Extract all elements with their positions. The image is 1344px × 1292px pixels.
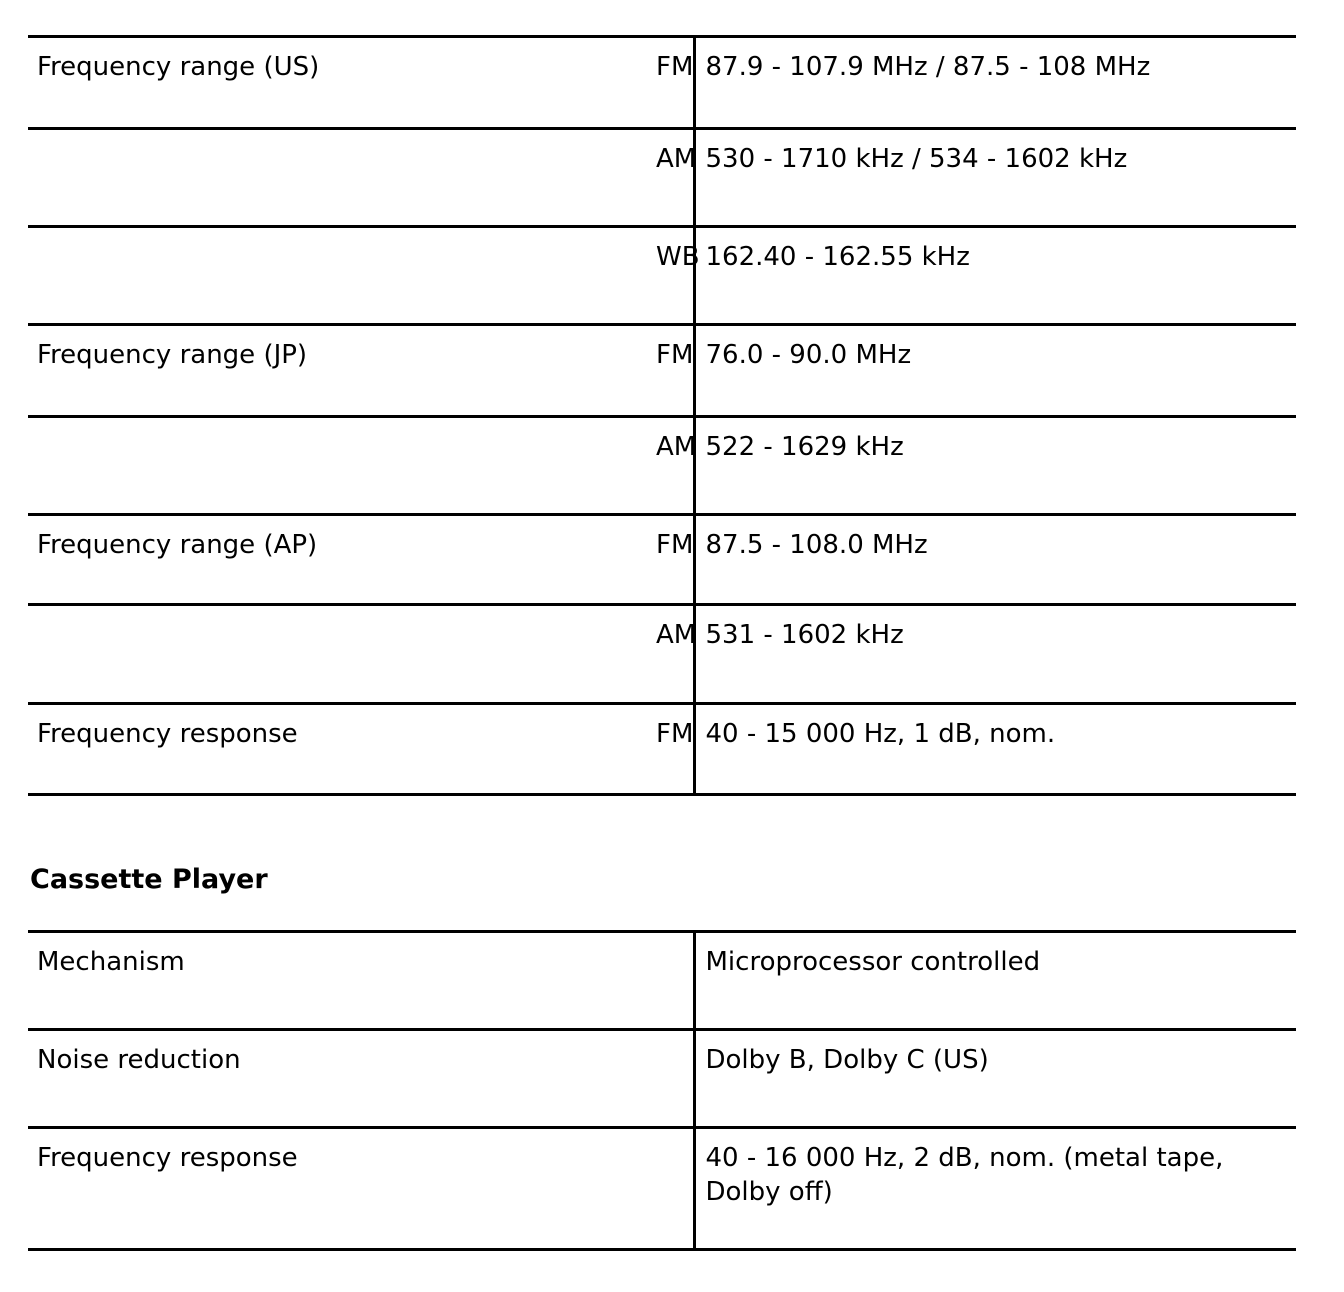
table-row (28, 704, 1296, 795)
spec-value: Microprocessor controlled (694, 932, 1296, 1030)
band-label: FM (656, 325, 694, 417)
spec-value: 87.9 - 107.9 MHz / 87.5 - 108 MHz (694, 37, 1296, 129)
table-row (28, 932, 1296, 1030)
spec-value: 40 - 16 000 Hz, 2 dB, nom. (metal tape, Dolby off) (694, 1128, 1296, 1250)
spec-value: 522 - 1629 kHz (694, 417, 1296, 515)
table-row (28, 325, 1296, 417)
table-row (28, 515, 1296, 605)
spec-value: 531 - 1602 kHz (694, 605, 1296, 704)
spec-value: 87.5 - 108.0 MHz (694, 515, 1296, 605)
spec-label: Frequency range (AP) (28, 515, 656, 605)
spec-label (28, 605, 656, 704)
spec-label (28, 417, 656, 515)
table-row (28, 227, 1296, 325)
cassette-spec-table (28, 930, 1296, 1251)
band-label: AM (656, 605, 694, 704)
spec-value: 162.40 - 162.55 kHz (694, 227, 1296, 325)
table-row (28, 1128, 1296, 1250)
section-heading: Cassette Player (30, 864, 268, 895)
band-label: AM (656, 129, 694, 227)
table-row (28, 37, 1296, 129)
table-row (28, 129, 1296, 227)
band-label: AM (656, 417, 694, 515)
band-label: FM (656, 37, 694, 129)
band-label: FM (656, 515, 694, 605)
spec-label: Frequency range (JP) (28, 325, 656, 417)
table-row (28, 417, 1296, 515)
spec-value: 530 - 1710 kHz / 534 - 1602 kHz (694, 129, 1296, 227)
spec-value: 76.0 - 90.0 MHz (694, 325, 1296, 417)
spec-label (28, 227, 656, 325)
spec-label: Frequency range (US) (28, 37, 656, 129)
table-row (28, 1030, 1296, 1128)
spec-label: Frequency response (28, 704, 656, 795)
band-label: FM (656, 704, 694, 795)
tuner-spec-table (28, 35, 1296, 796)
spec-label (28, 129, 656, 227)
table-row (28, 605, 1296, 704)
spec-value: Dolby B, Dolby C (US) (694, 1030, 1296, 1128)
spec-label: Noise reduction (28, 1030, 694, 1128)
band-label: WB (656, 227, 694, 325)
spec-label: Frequency response (28, 1128, 694, 1250)
spec-value: 40 - 15 000 Hz, 1 dB, nom. (694, 704, 1296, 795)
spec-label: Mechanism (28, 932, 694, 1030)
